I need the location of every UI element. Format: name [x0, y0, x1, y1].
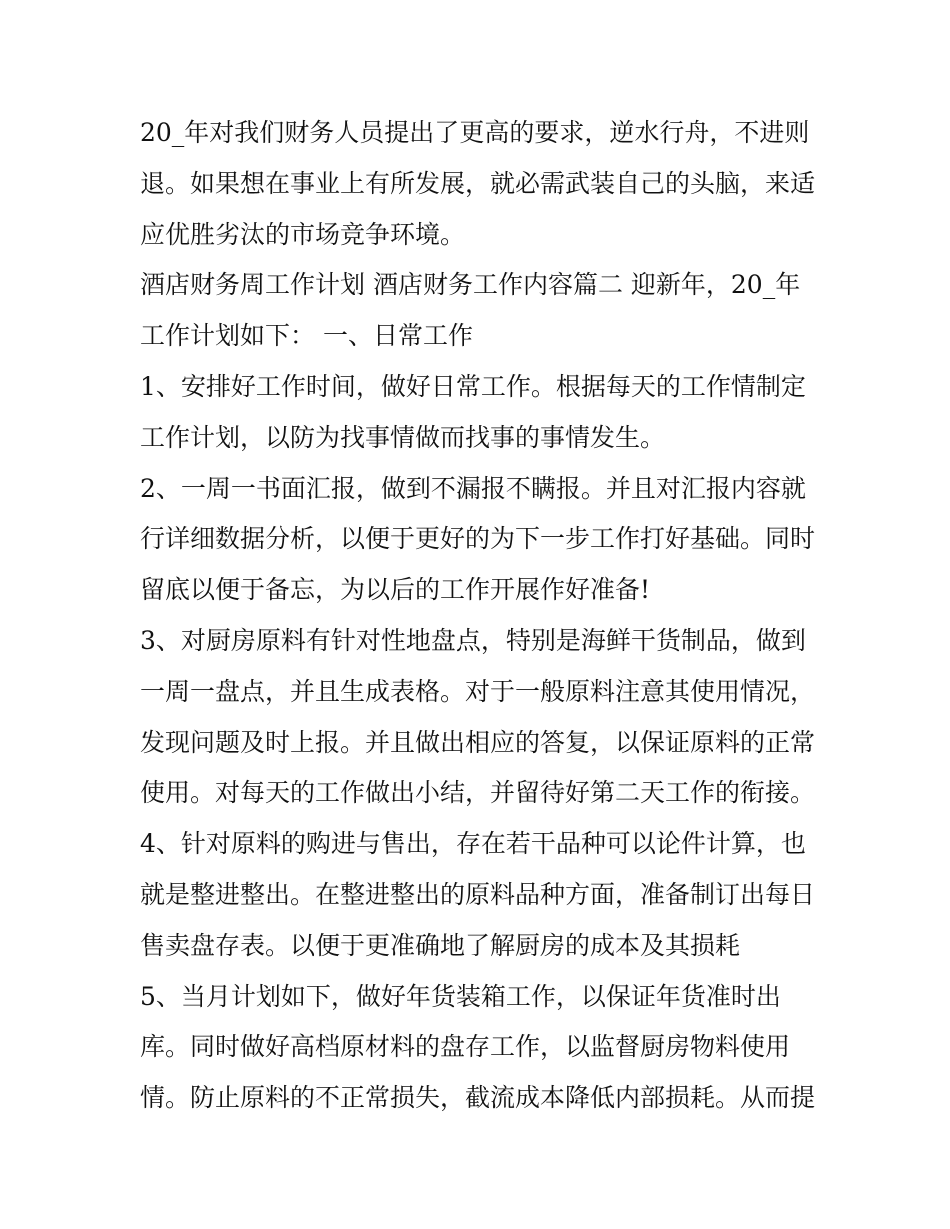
text-line: 20_年对我们财务人员提出了更高的要求，逆水行舟，不进则: [140, 118, 810, 147]
document-body: [140, 108, 830, 1124]
text-line: 3、对厨房原料有针对性地盘点，特别是海鲜干货制品，做到: [140, 625, 806, 655]
text-line: 使用。对每天的工作做出小结，并留待好第二天工作的衔接。: [140, 778, 816, 808]
text-line: 退。如果想在事业上有所发展，就必需武装自己的头脑，来适: [140, 168, 816, 198]
text-line: 1、安排好工作时间，做好日常工作。根据每天的工作情制定: [140, 371, 806, 401]
text-line: 情。防止原料的不正常损失，截流成本降低内部损耗。从而提: [140, 1083, 816, 1113]
text-line: 5、当月计划如下，做好年货装箱工作，以保证年货准时出: [140, 981, 781, 1011]
text-line: 应优胜劣汰的市场竞争环境。: [140, 219, 466, 249]
text-line: 工作计划如下： 一、日常工作: [140, 321, 473, 351]
text-line: 2、一周一书面汇报，做到不漏报不瞒报。并且对汇报内容就: [140, 473, 806, 503]
text-line: 工作计划，以防为找事情做而找事的事情发生。: [140, 422, 666, 452]
text-line: 留底以便于备忘，为以后的工作开展作好准备!: [140, 575, 651, 605]
text-line: 库。同时做好高档原材料的盘存工作，以监督厨房物料使用: [140, 1032, 791, 1062]
text-line: 发现问题及时上报。并且做出相应的答复，以保证原料的正常: [140, 727, 816, 757]
text-line: 就是整进整出。在整进整出的原料品种方面，准备制订出每日: [140, 879, 816, 909]
text-line: 4、针对原料的购进与售出，存在若干品种可以论件计算，也: [140, 829, 806, 859]
text-line: 行详细数据分析，以便于更好的为下一步工作打好基础。同时: [140, 524, 816, 554]
text-line: 一周一盘点，并且生成表格。对于一般原料注意其使用情况，: [140, 676, 816, 706]
text-line: 酒店财务周工作计划 酒店财务工作内容篇二 迎新年，20_年: [140, 270, 801, 300]
text-line: 售卖盘存表。以便于更准确地了解厨房的成本及其损耗: [140, 930, 741, 960]
